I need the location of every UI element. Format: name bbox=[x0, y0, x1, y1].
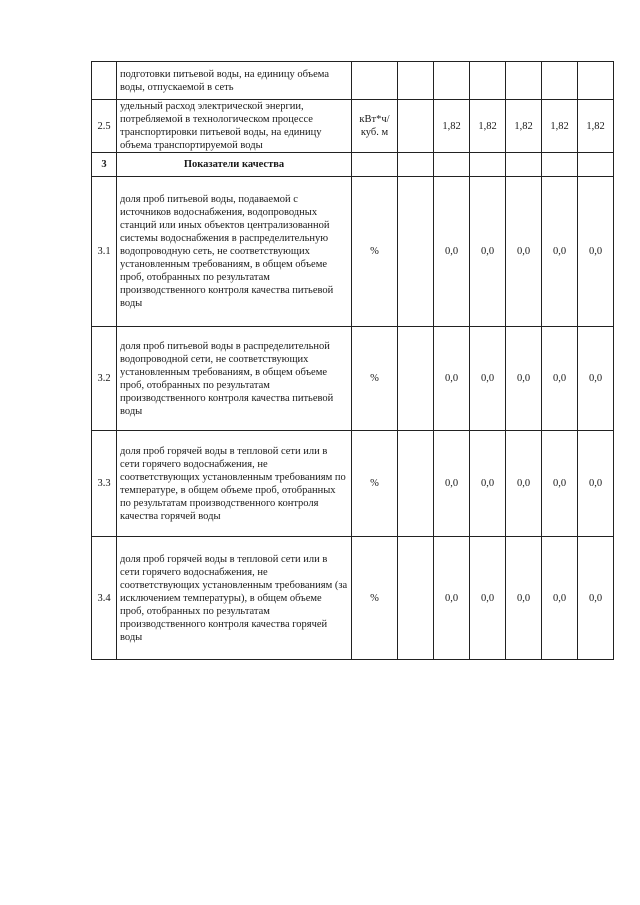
value-cell: 1,82 bbox=[578, 100, 614, 153]
value-cell bbox=[398, 153, 434, 177]
value-cell: 1,82 bbox=[470, 100, 506, 153]
value-cell: 1,82 bbox=[542, 100, 578, 153]
value-cell bbox=[506, 153, 542, 177]
value-cell: 0,0 bbox=[578, 327, 614, 431]
value-cell: 0,0 bbox=[470, 431, 506, 537]
value-cell bbox=[470, 153, 506, 177]
value-cell: 0,0 bbox=[578, 431, 614, 537]
value-cell: 0,0 bbox=[506, 537, 542, 660]
value-cell: 0,0 bbox=[542, 431, 578, 537]
indicator-name: доля проб питьевой воды в распределительной водопроводной сети, не соответствующих установленным требованиям, в общем объеме проб, отобранных по результатам производственного контроля качества питьевой воды bbox=[117, 327, 352, 431]
value-cell bbox=[506, 62, 542, 100]
row-number: 3 bbox=[92, 153, 117, 177]
value-cell: 1,82 bbox=[506, 100, 542, 153]
value-cell bbox=[542, 62, 578, 100]
value-cell: 0,0 bbox=[434, 431, 470, 537]
row-number: 3.3 bbox=[92, 431, 117, 537]
value-cell bbox=[398, 431, 434, 537]
value-cell bbox=[578, 153, 614, 177]
value-cell bbox=[398, 177, 434, 327]
row-number bbox=[92, 62, 117, 100]
value-cell: 0,0 bbox=[470, 327, 506, 431]
indicator-name: удельный расход электрической энергии, потребляемой в технологическом процессе транспортировки питьевой воды, на единицу объема транспортируемой воды bbox=[117, 100, 352, 153]
row-number: 3.2 bbox=[92, 327, 117, 431]
unit-cell bbox=[352, 62, 398, 100]
row-number: 2.5 bbox=[92, 100, 117, 153]
value-cell bbox=[398, 100, 434, 153]
table-row bbox=[92, 177, 614, 327]
value-cell: 1,82 bbox=[434, 100, 470, 153]
table-row bbox=[92, 327, 614, 431]
value-cell: 0,0 bbox=[542, 537, 578, 660]
unit-cell bbox=[352, 153, 398, 177]
value-cell bbox=[398, 537, 434, 660]
unit-cell: % bbox=[352, 177, 398, 327]
value-cell: 0,0 bbox=[434, 537, 470, 660]
value-cell: 0,0 bbox=[578, 177, 614, 327]
value-cell: 0,0 bbox=[506, 327, 542, 431]
value-cell: 0,0 bbox=[542, 327, 578, 431]
value-cell bbox=[470, 62, 506, 100]
row-number: 3.4 bbox=[92, 537, 117, 660]
value-cell: 0,0 bbox=[470, 537, 506, 660]
section-title: Показатели качества bbox=[117, 153, 352, 177]
value-cell bbox=[398, 62, 434, 100]
table-row bbox=[92, 100, 614, 153]
value-cell: 0,0 bbox=[506, 177, 542, 327]
table-row bbox=[92, 431, 614, 537]
value-cell bbox=[578, 62, 614, 100]
value-cell: 0,0 bbox=[506, 431, 542, 537]
indicators-table bbox=[91, 61, 614, 660]
value-cell bbox=[542, 153, 578, 177]
indicator-name: подготовки питьевой воды, на единицу объема воды, отпускаемой в сеть bbox=[117, 62, 352, 100]
value-cell: 0,0 bbox=[542, 177, 578, 327]
value-cell: 0,0 bbox=[434, 177, 470, 327]
value-cell bbox=[398, 327, 434, 431]
value-cell bbox=[434, 62, 470, 100]
indicator-name: доля проб горячей воды в тепловой сети или в сети горячего водоснабжения, не соответствующих установленным требованиям по температуре, в общем объеме проб, отобранных по результатам производственного контроля качества горячей воды bbox=[117, 431, 352, 537]
row-number: 3.1 bbox=[92, 177, 117, 327]
value-cell bbox=[434, 153, 470, 177]
table-section-row bbox=[92, 153, 614, 177]
unit-cell: % bbox=[352, 537, 398, 660]
indicator-name: доля проб горячей воды в тепловой сети или в сети горячего водоснабжения, не соответствующих установленным требованиям (за исключением температуры), в общем объеме проб, отобранных по результатам производственного контроля качества горячей воды bbox=[117, 537, 352, 660]
unit-cell: % bbox=[352, 327, 398, 431]
value-cell: 0,0 bbox=[470, 177, 506, 327]
value-cell: 0,0 bbox=[578, 537, 614, 660]
value-cell: 0,0 bbox=[434, 327, 470, 431]
table-row bbox=[92, 537, 614, 660]
indicators-table-body bbox=[92, 62, 614, 660]
unit-cell: кВт*ч/куб. м bbox=[352, 100, 398, 153]
indicator-name: доля проб питьевой воды, подаваемой с источников водоснабжения, водопроводных станций или иных объектов централизованной системы водоснабжения в распределительную водопроводную сеть, не соответствующих установленным требованиям, в общем объеме проб, отобранных по результатам производственного контроля качества питьевой воды bbox=[117, 177, 352, 327]
unit-cell: % bbox=[352, 431, 398, 537]
table-row bbox=[92, 62, 614, 100]
